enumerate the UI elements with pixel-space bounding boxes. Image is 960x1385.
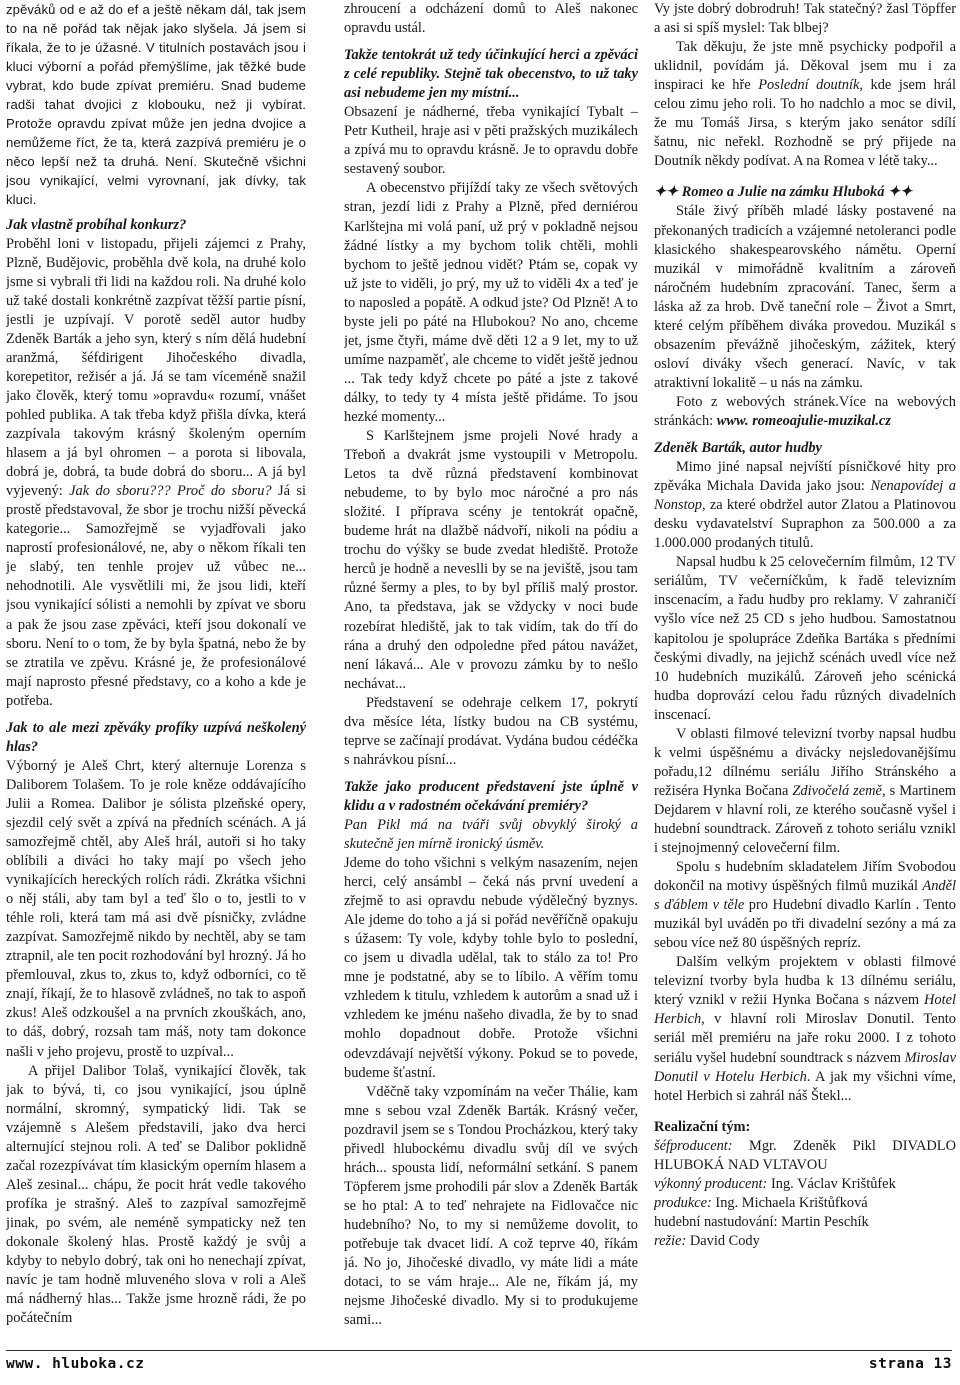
interview-question: Takže jako producent představení jste úplně v klidu a v radostném očekávání premiéry?: [344, 778, 638, 814]
paragraph: A přijel Dalibor Tolaš, vynikající člověk, tak jak to bývá, ti, co jsou vynikající, jsou úplně normální, skromný, sympatický lidi. Tak se vzájemně s Alešem představili, jako dva herci alternující stejnou roli. A teď se Dalibor poklidně začal rozezpívávat tím klasickým operním hlasem a Aleš zesinal... chápu, že pocit hrát vedle takového profíka je strašný. Aleš to zazpíval samozřejmě jinak, po svém, ale neméně sympaticky než ten dokonale školený hlas. Prostě každý je svůj a kdyby to nebylo dobrý, tak oni ho nenechají zpívat, navíc je tam hodně mluveného slova v roli a Aleš má nádherný hlas... Takže jsme hrozně rádi, že po počátečním: [6, 1062, 306, 1327]
team-heading: Realizační tým:: [654, 1118, 751, 1135]
text-span-italic: Miroslav Donutil v Hotelu Herbich: [654, 1049, 956, 1085]
column-left: [6, 0, 306, 1345]
section-heading: Zdeněk Barták, autor hudby: [654, 440, 822, 457]
paragraph: [654, 725, 956, 858]
text-span: Spolu s hudebním skladatelem Jiřím Svobodou dokončil na motivy úspěšných filmů muzikál: [654, 859, 956, 895]
text-span: Já si prostě představoval, že sbor je trochu nižší pěvecká kategorie... Samozřejmě se vyjadřovali jako naprostí profesionálové, ne, aby o někom říkali ten je slabý, ten tenhle projev už vůbec ne... nehodnotili. Ale vysvětlili mi, že jsou lidi, kteří jsou vynikající sólisti a nemohli by zpívat ve sboru a pak že jsou zase zpěváci, kteří jsou dokonalí ve sboru. Není to o tom, že by byla špatná, nebo že by se ztratila ve zpěvu. Krásné je, že profesionálové mají naprosto přesné představy, co a koho a kde je potřeba.: [6, 483, 306, 709]
paragraph: [654, 458, 956, 553]
interview-question: Jak vlastně probíhal konkurz?: [6, 216, 187, 233]
team-name: David Cody: [689, 1232, 760, 1249]
section-heading: ✦✦ Romeo a Julie na zámku Hluboká ✦✦: [654, 184, 913, 201]
text-span-italic: Zdivočelá země: [792, 782, 882, 799]
paragraph: Jdeme do toho všichni s velkým nasazením, nejen herci, celý ansámbl – čeká nás první uvedení a zřejmě to asi opravdu nebude výdělečný byznys. Ale jdeme do toho a já si pořád nevěříčně opakuju s úžasem: Ty vole, kdyby tohle bylo to poslední, co jsem u divadla udělal, tak to stálo za to! Pro mne je podstatné, aby se to líbilo. A věřím tomu vzhledem k titulu, vzhledem k autorům a snad už i vzhledem ke jménu našeho divadla, že by to snad mohlo dopadnout dobře. Protože všichni odevzdávají největší výkony. Pokud se to povede, budeme šťastní.: [344, 855, 638, 1081]
paragraph: Vy jste dobrý dobrodruh! Tak statečný? žasl Töpffer a asi si spíš myslel: Tak blbej?: [654, 1, 956, 37]
text-span: Mimo jiné napsal nejvíští písničkové hity pro zpěváka Michala Davida jako jsou:: [654, 459, 956, 495]
text-span: Foto z webových stránek.Více na webových stránkách:: [654, 393, 956, 429]
interview-question: Jak to ale mezi zpěváky profíky uzpívá neškolený hlas?: [6, 719, 306, 755]
team-entry: [654, 1194, 956, 1213]
page-footer: [6, 1350, 952, 1377]
paragraph: zpěváků od e až do ef a ještě někam dál, tak jsem to na ně pořád tak nějak jako slyšela. Já jsem si říkala, že to je úžasné. V titulních postavách jsou i kluci výborní a pořád přemýšlíme, jak těžké bude vybrat, kdo bude zpívat premiéru. Snad budeme radši tahat dvojici z klobouku, než ji vybírat. Protože opravdu zpívat může jen jedna dvojice a nemůžeme říct, že ta, která zazpívá premiéru je o něco lepší než ta druhá. Není. Skutečně všichni jsou vynikající, velmi vyrovnaní, jak dívky, tak kluci.: [6, 2, 306, 208]
paragraph: [654, 953, 956, 1105]
website-link[interactable]: www. romeoajulie-muzikal.cz: [716, 412, 891, 429]
paragraph: [6, 235, 306, 711]
paragraph: [654, 38, 956, 171]
text-span: V oblasti filmové televizní tvorby napsal hudbu k velmi úspěšnému a divácky nejsledovanějšímu pořadu,12 dílnému seriálu Jiřího Stránského a režiséra Hynka Bočana: [654, 725, 956, 799]
text-span-italic: Jak do sboru??? Proč do sboru?: [69, 483, 272, 500]
team-entry: [654, 1137, 956, 1175]
text-span-italic: Nenapovídej a Nonstop: [654, 478, 956, 514]
text-span: Proběhl loni v listopadu, přijeli zájemci z Prahy, Plzně, Budějovic, proběhla dvě kola, na druhé kolo jsme si vybrali tři lidi na každou roli. Na druhé kolo už také dostali konkrétně zazpívat těžší partie písní, jestli je uzpívají. V porotě seděl autor hudby Zdeněk Barták a jeho syn, který s ním dělá hudební aranžmá, šéfdirigent Jihočeského divadla, korepetitor, režisér a já. Já se tam víceméně snažil jako člověk, který tomu »opravdu« rozumí, vnášet pohled publika. A tak třeba když přišla dívka, která zazpívala takovým krásný školeným operním hlasem a já byl ohromen – a porota si libovala, dobrá je, dobrá, ta bude dobrá do sboru... A já byl vyjevený:: [6, 235, 306, 500]
column-middle: [344, 0, 638, 1345]
text-span: Tak děkuju, že jste mně psychicky podpořil a uklidnil, povídám já. Děkoval jsem mu i za inspiraci ke hře: [654, 39, 956, 94]
team-entry: [654, 1213, 956, 1232]
team-name: Ing. Václav Krištůfek: [770, 1175, 896, 1192]
text-span: , za které obdržel autor Zlatou a Platinovou desku vydavatelství Supraphon za 500.000 a za 1.000.000 prodaných titulů.: [654, 497, 956, 552]
team-role: výkonný producent:: [654, 1175, 768, 1192]
paragraph: [654, 858, 956, 953]
team-role: režie:: [654, 1232, 687, 1249]
paragraph: zhroucení a odcházení domů to Aleš nakonec opravdu ustál.: [344, 1, 638, 37]
team-role: hudební nastudování:: [654, 1213, 778, 1230]
team-name: Ing. Michaela Krištůfková: [715, 1194, 868, 1211]
paragraph: S Karlštejnem jsme projeli Nové hrady a Třeboň a dvakrát jsme vystoupili v Metropolu. Letos ta dvě různá představení kombinovat nebudeme, to by bylo moc náročné a pro nás složité. I příprava scény je tentokrát opačně, budeme hrát na dlažbě nádvoří, nikoli na pódiu a trochu do výšky se bude zvedat hlediště. Protože herců je hodně a neveslli by se na jeviště, jsou tam různé šermy a ples, to by byl příliš malý prostor. Ano, ta představa, jak se vždycky v noci bude rozebírat hlediště, jak to tak vidím, tak do tří do rána a druhý den odpoledne před pátou navážet, není lákavá... Ale v provozu zámku by to nešlo nechávat...: [344, 428, 638, 692]
team-name: Mgr. Zdeněk Pikl DIVADLO HLUBOKÁ NAD VLTAVOU: [654, 1137, 956, 1173]
paragraph: [654, 393, 956, 431]
italic-note: Pan Pikl má na tváři svůj obvyklý široký a skutečně jen mírně ironický úsměv.: [344, 816, 638, 853]
text-span: . A jak my všichni víme, hotel Herbich si zahrál náš Štekl...: [654, 1068, 956, 1104]
team-role: šéfproducent:: [654, 1137, 733, 1154]
text-span-italic: Anděl s ďáblem v těle: [654, 878, 956, 914]
text-span: Dalším velkým projektem v oblasti filmové televizní tvorby byla hudba k 13 dílnému seriálu, který vznikl v režii Hynka Bočana s názvem: [654, 954, 956, 1009]
paragraph: Obsazení je nádherné, třeba vynikající Tybalt – Petr Kutheil, hraje asi v pěti pražských muzikálech a zpívá mu to opravdu krásně. Je to opravdu dobře sestavený soubor.: [344, 104, 638, 178]
paragraph: Představení se odehraje celkem 17, pokrytí dva měsíce léta, lístky budou na CB systému, teprve se začínají prodávat. Vydána budou cédéčka s nahrávkou písní...: [344, 694, 638, 768]
interview-question: Takže tentokrát už tedy účinkující herci a zpěváci z celé republiky. Stejně tak obecenstvo, to už taky asi nebudeme jen my místní...: [344, 47, 638, 102]
team-name: Martin Peschík: [781, 1213, 869, 1230]
team-entry: [654, 1232, 956, 1251]
text-span: kde jsem hrál celou zimu jeho roli. To ho nadchlo a moc se divil, že mu Tomáš Jirsa, s kterým jako senátor sdílí šatnu, nic neřekl. Rozhodně se prý přijede na Doutník někdy podívat. A na Romea v létě taky...: [654, 77, 956, 170]
paragraph: Vděčně taky vzpomínám na večer Thálie, kam mne s sebou vzal Zdeněk Barták. Krásný večer, pozdravil jsem se s Tondou Procházkou, který taky přivedl hlubockému divadlu svůj díl ve svých hrách... spousta lidí, neformální setkání. S panem Töpferem jsme prohodili pár slov a Zdeněk Barták se ho ptal: A to teď nehrajete na Fidlovačce nic hudebního? No, to my si nemůžeme dovolit, to potřebuje tak dvacet lidí. A což teprve 40, říkám já. No jo, Jihočeské divadlo, vy máte lidi a máte dotaci, to se vám hraje... Ale ne, říkám já, my nejsme Jihočeské divadlo. My si to produkujeme sami...: [344, 1083, 638, 1329]
text-span: pro Hudební divadlo Karlín . Tento muzikál byl uváděn po tři divadelní sezóny a má za sebou více než 80 úspěšných repríz.: [654, 897, 956, 952]
text-span-italic: Poslední doutník,: [758, 77, 863, 94]
team-entry: [654, 1175, 956, 1194]
text-span: , s Martinem Dejdarem v hlavní roli, ze kterého současně vyšel i hudební soundtrack. Zároveň z tohoto seriálu vznikl i stejnojmenný celovečerní film.: [654, 782, 956, 857]
paragraph: A obecenstvo přijíždí taky ze všech světových stran, jezdí lidi z Prahy a Plzně, před derniérou Karlštejna mi volá paní, už prý v pokladně nejsou žádné lístky a my bychom tolik chtěli, mohli bychom to ještě jednou vidět? Ptám se, copak vy už jste to viděli, jo prý, my už to viděli 4x a teď je to naposled a popátě. A odkud jste? Od Plzně! A to byste jeli po páté na Hlubokou? No ano, chceme jet, jsme čtyři, máme dvě děti 12 a 9 let, my to už umíme nazpaměť, ale chceme to vidět ještě jednou ... Tak tedy když chcete po páté a jste z takové dálky, to tedy ty 4 místa ještě přidáme. To jsou hezké momenty...: [344, 180, 638, 425]
paragraph: Napsal hudbu k 25 celovečerním filmům, 12 TV seriálům, TV večerníčkům, k řadě televizním inscenacím, a řadu hudby pro reklamy. V zahraničí vyšlo více než 25 CD s jeho hudbou. Samostatnou kapitolou je spolupráce Zdeňka Bartáka s předními českými divadly, na jejichž scénách uvedl více než 10 hudebních muzikálů. Zároveň jeho scénická hudba doprovází celou řadu různých divadelních inscenací.: [654, 554, 956, 723]
page-number: strana 13: [868, 1356, 952, 1372]
paragraph: Výborný je Aleš Chrt, který alternuje Lorenza s Daliborem Tolašem. To je role kněze oddávajícího Julii a Romea. Dalibor je sólista plzeňské opery, sjezdil celý svět a zpívá na předních scénách. A já samozřejmě chtěl, aby Aleš hrál, autoři si ho taky oblíbili a diváci ho taky mají po všech jeho vynikajících hereckých rolích rádi. Zkrátka všichni o něj stáli, aby tam byl a teď šlo o to, jestli to v téhle roli, která tam má asi dvě písničky, zvládne zazpívat. Samozřejmě nikdo by nechtěl, aby se tam ztrapnil, ale ten pocit rozhodování byl hrozný. Já ho přemlouval, zkus to, zkus to, když odborníci, co tě znají, říkají, že to hlasově zvládneš, no tak to aspoň zkus! Aleš odzkoušel a na prvních zkouškách, ano, to dáš, dobrý, rozsah tam máš, noty tam dokonce našli v jeho projevu, prostě to uzpíval...: [6, 757, 306, 1060]
team-role: produkce:: [654, 1194, 712, 1211]
column-right: [654, 0, 956, 1345]
footer-website-link[interactable]: www. hluboka.cz: [6, 1356, 145, 1372]
text-span: , v hlavní roli Miroslav Donutil. Tento seriál měl premiéru na jaře roku 2000. I z tohoto seriálu vyšel hudební soundtrack s názvem: [654, 1011, 956, 1066]
text-span-italic: Hotel Herbich: [654, 992, 956, 1028]
page-content: [6, 0, 956, 1345]
paragraph: Stále živý příběh mladé lásky postavené na překonaných tradicích a vzájemné netoleranci podle klasického shakespearovského námětu. Operní muzikál v mimořádně kvalitním a zároveň náročném hudebním zpracování. Tanec, šerm a láska až za hrob. Dvě taneční role – Život a Smrt, které celým příběhem diváka provedou. Muzikál s obsazením převážně jihočeským, zážitek, který osloví diváky všech generací. Navíc, v tak atraktivní lokalitě – u nás na zámku.: [654, 203, 956, 391]
